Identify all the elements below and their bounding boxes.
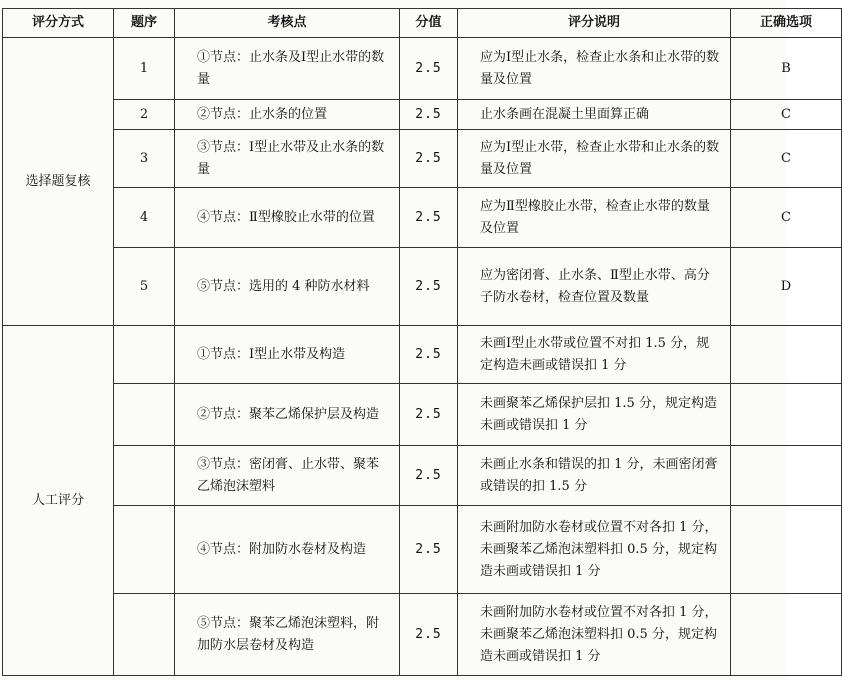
- row-desc: 未画止水条和错误的扣 1 分，未画密闭膏或错误的扣 1.5 分: [458, 446, 731, 506]
- row-point: ①节点：Ⅰ型止水带及构造: [175, 326, 400, 384]
- row-no: 1: [114, 38, 175, 100]
- header-point: 考核点: [175, 9, 400, 38]
- row-answer: C: [731, 188, 842, 248]
- row-no: 2: [114, 100, 175, 130]
- row-score: 2.5: [400, 100, 458, 130]
- header-score: 分值: [400, 9, 458, 38]
- row-score: 2.5: [400, 130, 458, 188]
- row-answer-empty: [731, 446, 842, 506]
- row-no-empty: [114, 384, 175, 446]
- row-point: ⑤节点：聚苯乙烯泡沫塑料，附加防水层卷材及构造: [175, 594, 400, 676]
- header-desc: 评分说明: [458, 9, 731, 38]
- table-body: [3, 38, 842, 676]
- row-answer: D: [731, 248, 842, 326]
- row-point: ③节点：Ⅰ型止水带及止水条的数量: [175, 130, 400, 188]
- row-no: 4: [114, 188, 175, 248]
- row-desc: 未画附加防水卷材或位置不对各扣 1 分，未画聚苯乙烯泡沫塑料扣 0.5 分，规定构造未画或错误扣 1 分: [458, 506, 731, 594]
- row-score: 2.5: [400, 506, 458, 594]
- row-answer: C: [731, 100, 842, 130]
- table-row: [3, 326, 842, 384]
- header-row: [3, 9, 842, 38]
- row-no-empty: [114, 506, 175, 594]
- table-header: [3, 9, 842, 38]
- header-no: 题序: [114, 9, 175, 38]
- table-row: [3, 506, 842, 594]
- row-no-empty: [114, 446, 175, 506]
- row-score: 2.5: [400, 384, 458, 446]
- section-label-manual: 人工评分: [3, 326, 114, 676]
- row-answer-empty: [731, 326, 842, 384]
- row-answer: C: [731, 130, 842, 188]
- row-desc: 应为Ⅰ型止水带，检查止水带和止水条的数量及位置: [458, 130, 731, 188]
- header-answer: 正确选项: [731, 9, 842, 38]
- row-score: 2.5: [400, 188, 458, 248]
- row-point: ③节点：密闭膏、止水带、聚苯乙烯泡沫塑料: [175, 446, 400, 506]
- row-answer-empty: [731, 384, 842, 446]
- header-method: 评分方式: [3, 9, 114, 38]
- row-score: 2.5: [400, 326, 458, 384]
- row-point: ⑤节点：选用的 4 种防水材料: [175, 248, 400, 326]
- row-answer-empty: [731, 506, 842, 594]
- row-no: 3: [114, 130, 175, 188]
- row-desc: 应为Ⅰ型止水条，检查止水条和止水带的数量及位置: [458, 38, 731, 100]
- table-row: [3, 384, 842, 446]
- row-point: ④节点：附加防水卷材及构造: [175, 506, 400, 594]
- row-score: 2.5: [400, 38, 458, 100]
- row-point: ②节点：止水条的位置: [175, 100, 400, 130]
- row-point: ②节点：聚苯乙烯保护层及构造: [175, 384, 400, 446]
- row-score: 2.5: [400, 446, 458, 506]
- table-row: [3, 446, 842, 506]
- row-no: 5: [114, 248, 175, 326]
- table-row: [3, 248, 842, 326]
- row-no-empty: [114, 326, 175, 384]
- table-row: [3, 188, 842, 248]
- row-desc: 止水条画在混凝土里面算正确: [458, 100, 731, 130]
- row-desc: 未画附加防水卷材或位置不对各扣 1 分，未画聚苯乙烯泡沫塑料扣 0.5 分，规定构造未画或错误扣 1 分: [458, 594, 731, 676]
- table-row: [3, 100, 842, 130]
- row-desc: 应为密闭膏、止水条、Ⅱ型止水带、高分子防水卷材，检查位置及数量: [458, 248, 731, 326]
- row-answer-empty: [731, 594, 842, 676]
- row-desc: 未画聚苯乙烯保护层扣 1.5 分，规定构造未画或错误扣 1 分: [458, 384, 731, 446]
- row-score: 2.5: [400, 248, 458, 326]
- section-label-choice: 选择题复核: [3, 38, 114, 326]
- table-row: [3, 594, 842, 676]
- row-no-empty: [114, 594, 175, 676]
- row-point: ④节点：Ⅱ型橡胶止水带的位置: [175, 188, 400, 248]
- row-desc: 未画Ⅰ型止水带或位置不对扣 1.5 分，规定构造未画或错误扣 1 分: [458, 326, 731, 384]
- table-row: [3, 38, 842, 100]
- row-score: 2.5: [400, 594, 458, 676]
- row-desc: 应为Ⅱ型橡胶止水带，检查止水带的数量及位置: [458, 188, 731, 248]
- table-row: [3, 130, 842, 188]
- row-point: ①节点：止水条及Ⅰ型止水带的数量: [175, 38, 400, 100]
- grading-table: [2, 8, 842, 676]
- row-answer: B: [731, 38, 842, 100]
